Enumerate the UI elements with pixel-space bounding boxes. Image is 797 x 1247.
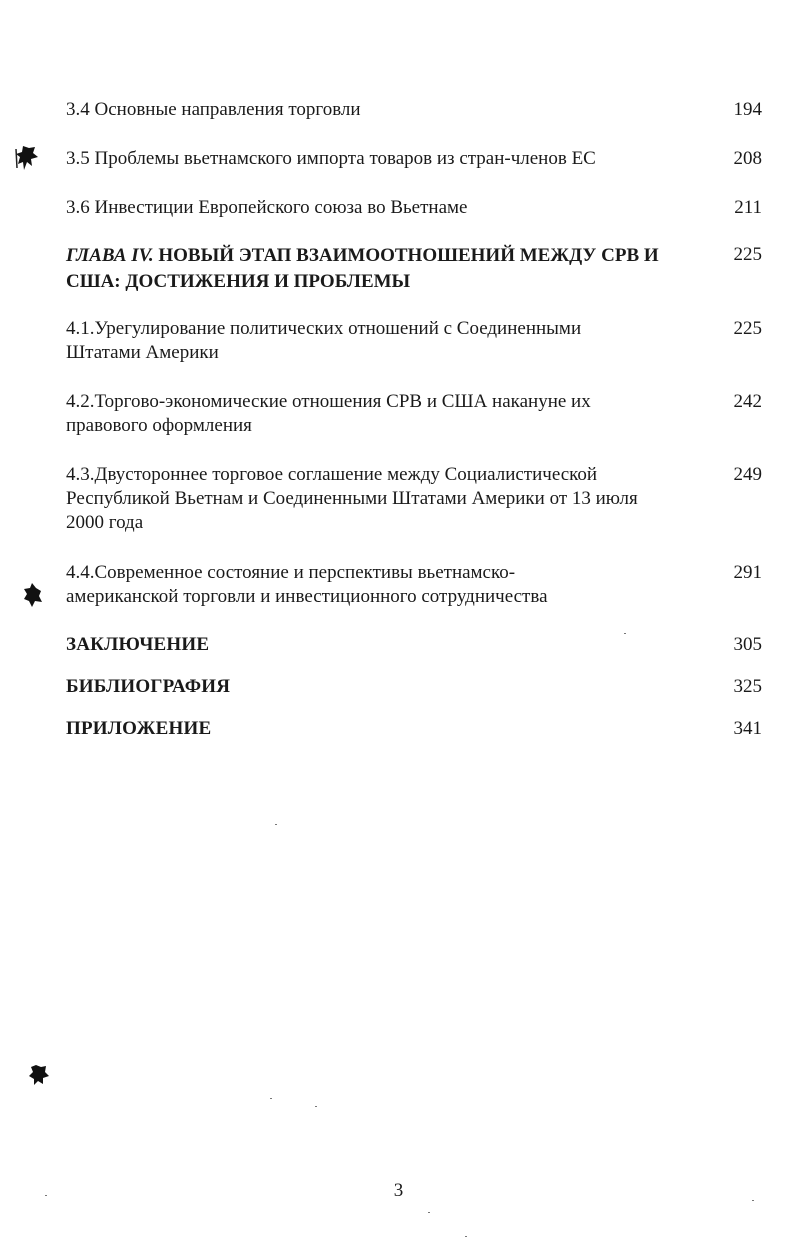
scan-speck bbox=[624, 633, 626, 634]
toc-entry-title: ПРИЛОЖЕНИЕ bbox=[66, 718, 212, 739]
toc-entry-title: ЗАКЛЮЧЕНИЕ bbox=[66, 634, 210, 655]
scan-speck bbox=[270, 1098, 272, 1099]
toc-entry bbox=[66, 463, 762, 535]
toc-entry-page: 225 bbox=[733, 318, 762, 339]
toc-entry bbox=[66, 196, 762, 220]
chapter-label: ГЛАВА IV. bbox=[66, 245, 154, 266]
scan-speck bbox=[315, 1106, 317, 1107]
chapter-title: НОВЫЙ ЭТАП ВЗАИМООТНОШЕНИЙ МЕЖДУ СРВ И США: ДОСТИЖЕНИЯ И ПРОБЛЕМЫ bbox=[66, 245, 659, 292]
toc-entry-page: 242 bbox=[733, 391, 762, 412]
toc-entry-page: 211 bbox=[734, 197, 762, 218]
toc-entry bbox=[66, 98, 762, 122]
toc-entry bbox=[66, 561, 762, 609]
toc-section-heading bbox=[66, 717, 762, 741]
ink-blot-mark bbox=[14, 144, 40, 174]
toc-entry-page: 208 bbox=[733, 148, 762, 169]
scan-speck bbox=[428, 1212, 430, 1213]
scan-speck bbox=[465, 1236, 467, 1237]
toc-entry-title: 4.2.Торгово-экономические отношения СРВ и США накануне их правового оформления bbox=[66, 391, 591, 436]
ink-blot-mark bbox=[22, 582, 44, 608]
toc-entry bbox=[66, 390, 762, 438]
toc-entry-title: 4.1.Урегулирование политических отношений с Соединенными Штатами Америки bbox=[66, 318, 582, 363]
toc-entry-page: 341 bbox=[733, 718, 762, 739]
toc-entry-title: 3.5 Проблемы вьетнамского импорта товаров из стран-членов ЕС bbox=[66, 148, 596, 169]
toc-entry-title: 4.3.Двустороннее торговое соглашение между Социалистической Республикой Вьетнам и Соединенными Штатами Америки от 13 июля 2000 года bbox=[66, 464, 638, 533]
ink-blot-mark bbox=[28, 1063, 50, 1087]
toc-entry-title: 3.6 Инвестиции Европейского союза во Вьетнаме bbox=[66, 197, 468, 218]
toc-section-heading bbox=[66, 633, 762, 657]
toc-entry-page: 225 bbox=[733, 244, 762, 265]
scan-speck bbox=[275, 824, 277, 825]
toc-section-heading bbox=[66, 675, 762, 699]
page-number: 3 bbox=[393, 1180, 404, 1201]
toc-entry bbox=[66, 317, 762, 365]
toc-entry-page: 325 bbox=[733, 676, 762, 697]
toc-entry-title: 4.4.Современное состояние и перспективы вьетнамско-американской торговли и инвестиционного сотрудничества bbox=[66, 562, 548, 607]
toc-entry-title: 3.4 Основные направления торговли bbox=[66, 99, 361, 120]
scan-speck bbox=[752, 1200, 754, 1201]
toc-entry bbox=[66, 147, 762, 171]
toc-entry-page: 305 bbox=[733, 634, 762, 655]
toc-entry-title: БИБЛИОГРАФИЯ bbox=[66, 676, 231, 697]
chapter-heading-text bbox=[66, 243, 666, 295]
toc-entry-page: 249 bbox=[733, 464, 762, 485]
scan-speck bbox=[45, 1195, 47, 1196]
toc-chapter-heading bbox=[66, 243, 762, 295]
toc-entry-page: 291 bbox=[733, 562, 762, 583]
toc-entry-page: 194 bbox=[733, 99, 762, 120]
